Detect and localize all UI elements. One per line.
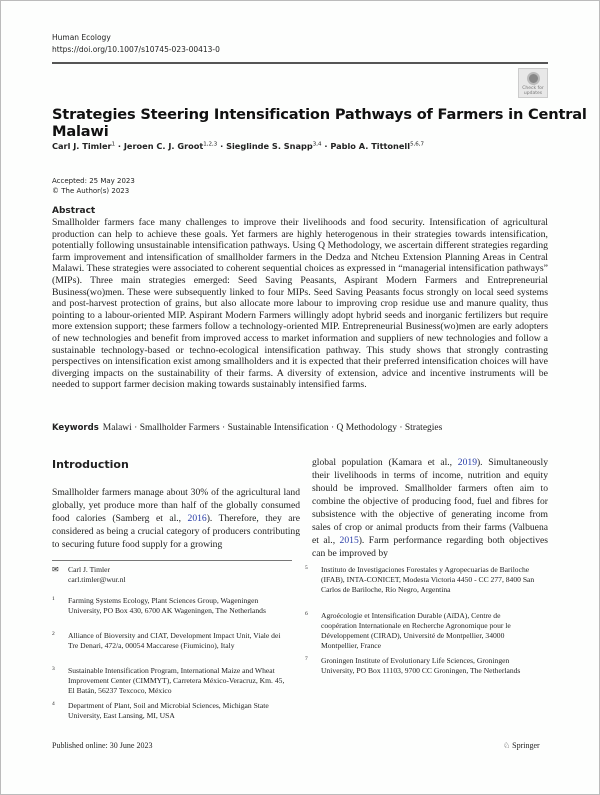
sep: · xyxy=(115,141,124,151)
envelope-icon: ✉ xyxy=(52,565,59,574)
dates xyxy=(52,176,135,196)
journal-name: Human Ecology xyxy=(52,33,111,42)
text: Smallholder farmers manage about 30% of the agricultural land globally, yet produce more than half of the globally consumed food calories (Samberg et al., xyxy=(52,487,300,524)
author-affil: 5,6,7 xyxy=(410,141,425,148)
badge-label: Check for updates xyxy=(522,86,544,96)
text: global population (Kamara et al., xyxy=(312,457,458,468)
affiliation xyxy=(305,656,535,676)
publisher-logo[interactable] xyxy=(503,741,540,750)
affiliation xyxy=(52,666,292,696)
affil-number: 6 xyxy=(305,611,308,617)
corr-email[interactable]: carl.timler@wur.nl xyxy=(68,575,126,584)
sep: · xyxy=(217,141,227,151)
affil-text: Groningen Institute of Evolutionary Life Sciences, Groningen University, PO Box 11103, 9700 CC Groningen, The Netherlands xyxy=(321,656,521,675)
sep: · xyxy=(321,141,331,151)
abstract-heading: Abstract xyxy=(52,206,96,216)
corresponding-author xyxy=(52,565,292,585)
affil-number: 4 xyxy=(52,701,55,707)
bookmark-icon xyxy=(527,72,540,85)
affil-text: Agroécologie et Intensification Durable (AïDA), Centre de coopération Internationale en Recherche Agronomique pour le Développement (CIRAD), Université de Montpellier, 34000 Montpellier, France xyxy=(321,611,511,650)
affil-text: Instituto de Investigaciones Forestales y Agropecuarias de Bariloche (IFAB), INTA-CONICET, Modesta Victoria 4450 - CC 277, 8400 San Carlos de Bariloche, Río Negro, Argentina xyxy=(321,565,535,594)
abstract-text: Smallholder farmers face many challenges to improve their livelihoods and food security. Intensification of agricultural production can help to achieve these goals. Yet farmers are highly heterogenous in their strategies towards intensification, potentially following unsustainable intensification pathways. Using Q Methodology, we ascertain different strategies regarding farm improvement and intensification of smallholder farmers in the Dedza and Ntcheu Extension Planning Areas in Central Malawi. These strategies were associated to coherent sequential choices as expressed in “managerial intensification pathways” (MIPs). Three main strategies emerged: Seed Saving Peasants, Aspirant Modern Farmers and Entrepreneurial Business(wo)men. These were subsequently linked to four MIPs. Seed Saving Peasants focus strongly on local seed systems and post-harvest protection of grains, but also allocate more labour to improving crop residue use and manure quality, thus pointing to a labour-oriented MIP. Aspirant Modern Farmers willingly adopt hybrid seeds and inorganic fertilizers but require more extension support; these farmers follow a technology-oriented MIP. Entrepreneurial Business(wo)men are early adopters of new technologies and benefit from improved access to market information and suppliers of new technologies and follow a sustainable technology-based or techno-ecological intensification pathway. This study shows that strongly contrasting perspectives on intensification exist among smallholders and it is expected that their preferred intensification choices will have diverging impacts on the sustainability of their farms. A diversity of extension, advice and incentive instruments will be needed to support farmer decision making towards sustainably intensified farms. xyxy=(52,217,548,391)
text: ). Simultaneously their livelihoods in terms of income, nutrition and equity should be improved. Smallholder farmers often aim to combine the objective of producing food, fuel and fibres for subsistence with the objective of generating income from sales of crop or animal products from their farms (Valbuena et al., xyxy=(312,457,548,546)
doi-link[interactable]: https://doi.org/10.1007/s10745-023-00413-0 xyxy=(52,45,220,54)
affil-text: Alliance of Bioversity and CIAT, Development Impact Unit, Viale dei Tre Denari, 472/a, 00054 Maccarese (Fiumicino), Italy xyxy=(68,631,281,650)
affil-number: 5 xyxy=(305,565,308,571)
affil-number: 2 xyxy=(52,631,55,637)
text: ). Farm performance regarding both objectives can be improved by xyxy=(312,535,548,559)
affil-text: Farming Systems Ecology, Plant Sciences Group, Wageningen University, PO Box 430, 6700 AK Wageningen, The Netherlands xyxy=(68,596,266,615)
keywords xyxy=(52,423,442,433)
author[interactable]: Pablo A. Tittonell xyxy=(330,141,411,151)
springer-horse-icon: ♘ xyxy=(503,741,513,750)
published-date: Published online: 30 June 2023 xyxy=(52,741,153,750)
text: ). Therefore, they are considered as being a crucial category of producers contributing to securing future food supply for a growing xyxy=(52,513,300,550)
header-rule xyxy=(52,62,548,64)
intro-column-2 xyxy=(312,456,548,560)
affil-number: 7 xyxy=(305,656,308,662)
affiliation xyxy=(305,611,535,651)
affil-number: 1 xyxy=(52,596,55,602)
citation-link[interactable]: 2019 xyxy=(457,457,477,468)
corr-name: Carl J. Timler xyxy=(68,565,110,574)
copyright: © The Author(s) 2023 xyxy=(52,187,130,195)
author-list xyxy=(52,141,424,151)
affil-number: 3 xyxy=(52,666,55,672)
footnote-rule xyxy=(52,560,292,561)
citation-link[interactable]: 2015 xyxy=(339,535,359,546)
accepted-date: Accepted: 25 May 2023 xyxy=(52,177,135,185)
keywords-label: Keywords xyxy=(52,423,99,433)
author-affil: 3,4 xyxy=(312,141,322,148)
publisher-name: Springer xyxy=(512,741,540,750)
author[interactable]: Carl J. Timler xyxy=(52,141,112,151)
check-for-updates-badge[interactable] xyxy=(518,68,548,98)
citation-link[interactable]: 2016 xyxy=(187,513,207,524)
author-affil: 1,2,3 xyxy=(203,141,218,148)
affiliation xyxy=(52,631,292,651)
affiliation xyxy=(52,701,292,721)
author[interactable]: Jeroen C. J. Groot xyxy=(123,141,204,151)
introduction-heading: Introduction xyxy=(52,458,129,471)
intro-column-1 xyxy=(52,486,300,551)
author[interactable]: Sieglinde S. Snapp xyxy=(226,141,313,151)
paper-title: Strategies Steering Intensification Pathways of Farmers in Central Malawi xyxy=(52,106,587,140)
affiliation xyxy=(52,596,292,616)
keywords-list: Malawi · Smallholder Farmers · Sustainable Intensification · Q Methodology · Strategies xyxy=(102,423,443,433)
affil-text: Sustainable Intensification Program, International Maize and Wheat Improvement Center (CIMMYT), Carretera México-Veracruz, Km. 45, El Batán, 56237 Texcoco, México xyxy=(68,666,285,695)
affiliation xyxy=(305,565,535,595)
author-affil: 1 xyxy=(111,141,116,148)
affil-text: Department of Plant, Soil and Microbial Sciences, Michigan State University, East Lansing, MI, USA xyxy=(68,701,269,720)
